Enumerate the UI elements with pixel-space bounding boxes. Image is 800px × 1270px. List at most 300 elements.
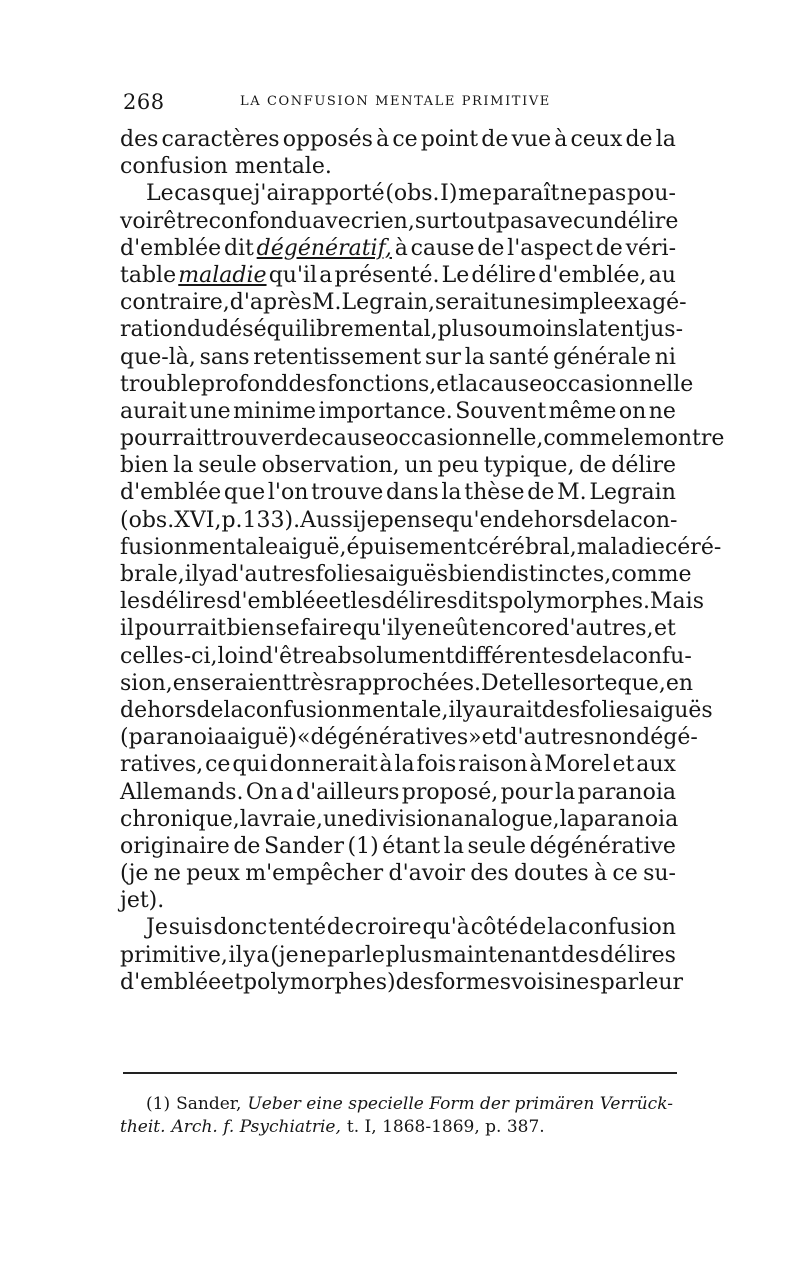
- text-line: [120, 153, 676, 180]
- word: de: [519, 915, 547, 941]
- word: (je: [270, 942, 299, 968]
- word: présenté.: [334, 262, 440, 288]
- text-line: [120, 615, 676, 642]
- word: de: [233, 833, 261, 859]
- word: M.: [311, 290, 342, 316]
- word: dehors: [506, 507, 584, 533]
- word: être: [163, 208, 209, 234]
- word: des: [395, 969, 435, 995]
- word: suis: [168, 915, 213, 941]
- word: une: [323, 806, 365, 832]
- word: ce: [392, 127, 418, 152]
- word: non: [594, 725, 637, 751]
- word: dégé-: [636, 725, 698, 751]
- word: moins: [511, 317, 579, 343]
- word: primitive,: [120, 942, 228, 968]
- word: a: [280, 779, 294, 805]
- word: d'autres,: [555, 616, 654, 642]
- word: d'emblée: [120, 969, 222, 995]
- word: donc: [213, 915, 268, 941]
- word: la: [610, 507, 631, 533]
- footnote: [120, 1093, 676, 1139]
- word: un: [404, 453, 433, 479]
- word: ce: [612, 861, 638, 887]
- word: brale,: [120, 562, 185, 587]
- word: la: [464, 344, 485, 370]
- text-line: [120, 371, 694, 398]
- word: ne: [648, 398, 676, 424]
- word: ce: [205, 752, 231, 778]
- word: des: [288, 371, 327, 397]
- word: rien,: [363, 208, 415, 234]
- word: cause: [478, 371, 543, 397]
- word: Aussi: [300, 507, 360, 533]
- word: pas: [495, 208, 535, 234]
- word: aiguë,: [278, 534, 347, 560]
- text-line: [120, 180, 676, 207]
- word: à: [554, 127, 568, 152]
- word: d'autres: [224, 562, 316, 587]
- word: de: [575, 643, 603, 669]
- word: celles-ci,: [120, 643, 218, 669]
- word: sur: [425, 344, 461, 370]
- word: seule: [467, 833, 527, 859]
- text-line: [120, 479, 676, 506]
- word: à: [529, 752, 543, 778]
- text-line: [120, 561, 692, 588]
- running-title: LA CONFUSION MENTALE PRIMITIVE: [240, 94, 551, 109]
- word: Mais: [650, 589, 704, 615]
- word: du: [186, 317, 216, 343]
- word: bien: [448, 562, 497, 587]
- word: des: [560, 942, 600, 968]
- word: santé: [488, 344, 550, 370]
- footnote-rule: [123, 1072, 677, 1074]
- word: aux: [636, 752, 676, 778]
- word: qui: [232, 752, 268, 778]
- word: de: [294, 426, 322, 452]
- word: de: [595, 235, 623, 261]
- text-line: [120, 316, 684, 343]
- word: (paranoia: [120, 725, 227, 751]
- word: donnerait: [269, 752, 378, 778]
- text-line: [120, 969, 684, 996]
- word: typique,: [483, 453, 575, 479]
- word: la: [239, 806, 260, 832]
- footnote-marker: (1): [146, 1094, 171, 1114]
- word: polymorphes): [243, 969, 396, 995]
- word: aiguës: [375, 562, 448, 587]
- word: formes: [434, 969, 512, 995]
- word: plus: [437, 317, 485, 343]
- word: ni: [654, 344, 676, 370]
- word: rapprochées.: [334, 670, 481, 696]
- word: que: [211, 181, 253, 207]
- word: confusion: [120, 154, 228, 180]
- word: fois: [416, 752, 457, 778]
- word: vue: [511, 127, 552, 152]
- word: différentes: [454, 643, 576, 669]
- text-line: [120, 724, 698, 751]
- word: aurait: [474, 697, 542, 723]
- word: il: [448, 697, 463, 723]
- word: On: [245, 779, 279, 805]
- word: dégénératives: [310, 725, 469, 751]
- word: (obs.: [385, 181, 440, 207]
- word: avec: [534, 208, 586, 234]
- word: polymorphes.: [499, 589, 651, 615]
- word: trouble: [120, 371, 201, 397]
- word: observation,: [261, 453, 400, 479]
- word: d'ailleurs: [296, 779, 400, 805]
- word: en: [414, 616, 442, 642]
- word: d'emblée: [227, 589, 329, 615]
- word: qu'à: [422, 915, 470, 941]
- word: (obs.: [120, 507, 175, 533]
- word: M.: [557, 480, 587, 506]
- word: dégénérative: [529, 833, 676, 859]
- word: dans: [386, 480, 439, 506]
- word: en: [172, 670, 200, 696]
- word: confondu: [208, 208, 313, 234]
- word: me: [458, 181, 492, 207]
- word: qu'il: [352, 616, 401, 642]
- word: y: [243, 942, 256, 968]
- text-line: [120, 208, 679, 235]
- word: peu: [437, 453, 479, 479]
- word: Legrain,: [341, 290, 436, 316]
- word: paranoia: [579, 806, 679, 832]
- word: ratives,: [120, 752, 204, 778]
- page-number: 268: [123, 90, 165, 114]
- word: jus-: [643, 317, 684, 343]
- word: véri-: [625, 235, 676, 261]
- word: raison: [458, 752, 528, 778]
- word: chronique,: [120, 806, 240, 832]
- word: ou: [484, 317, 512, 343]
- word: pou-: [626, 181, 676, 207]
- word: maladie: [178, 262, 267, 288]
- word: bien: [120, 453, 169, 479]
- word: occasionnelle: [542, 371, 694, 397]
- word: thèse: [464, 480, 525, 506]
- word: le: [623, 426, 644, 452]
- word: a: [256, 942, 270, 968]
- word: de: [583, 507, 611, 533]
- footnote-author: Sander,: [176, 1094, 242, 1114]
- word: pour: [500, 779, 553, 805]
- footnote-title: Ueber eine specielle Form der primären Verrück-: [247, 1094, 673, 1114]
- word: une: [498, 290, 541, 316]
- word: un: [585, 208, 614, 234]
- word: à: [379, 752, 393, 778]
- word: au: [648, 262, 676, 288]
- word: des: [470, 861, 509, 887]
- word: la: [443, 833, 464, 859]
- text-line: [120, 507, 676, 534]
- word: exagé-: [613, 290, 687, 316]
- word: pense: [379, 507, 446, 533]
- word: ration: [120, 317, 187, 343]
- word: ne: [153, 861, 181, 887]
- word: et: [481, 725, 504, 751]
- word: sorte: [560, 670, 618, 696]
- text-line: [120, 806, 679, 833]
- text-line: [120, 751, 676, 778]
- word: étant: [382, 833, 441, 859]
- word: des: [120, 127, 159, 152]
- word: Je: [146, 915, 168, 941]
- text-line: [120, 697, 713, 724]
- footnote-title-end: theit.: [120, 1117, 166, 1137]
- word: a: [211, 562, 225, 587]
- word: d'autres: [503, 725, 595, 751]
- word: même: [548, 398, 617, 424]
- word: la: [173, 453, 194, 479]
- word: en: [665, 670, 694, 696]
- word: de: [527, 480, 555, 506]
- word: dit: [223, 235, 254, 261]
- word: qu'il: [268, 262, 318, 288]
- word: qu'en: [445, 507, 507, 533]
- word: l'on: [267, 480, 309, 506]
- word: trouve: [311, 480, 384, 506]
- word: point: [420, 127, 479, 152]
- text-line: [120, 860, 676, 887]
- word: mentale.: [234, 154, 332, 180]
- word: cause: [321, 426, 386, 452]
- text-line: [120, 289, 687, 316]
- word: table: [120, 262, 177, 288]
- word: d'emblée: [120, 480, 222, 506]
- word: de: [326, 915, 355, 941]
- word: et: [436, 371, 459, 397]
- word: »: [468, 725, 482, 751]
- word: d'emblée: [120, 235, 222, 261]
- word: fonctions,: [326, 371, 437, 397]
- word: sans: [199, 344, 250, 370]
- word: 133).: [242, 507, 301, 533]
- word: distinctes,comme: [496, 562, 692, 587]
- word: y: [198, 562, 212, 587]
- word: analogue,: [450, 806, 560, 832]
- word: Allemands.: [120, 779, 244, 805]
- word: «: [297, 725, 311, 751]
- text-line: [120, 452, 676, 479]
- word: contraire,: [120, 290, 230, 316]
- word: dits: [457, 589, 500, 615]
- text-line: [120, 126, 676, 153]
- word: dégénératif,: [256, 235, 392, 261]
- word: à: [376, 127, 390, 152]
- word: d'emblée,: [538, 262, 647, 288]
- word: pas: [587, 181, 627, 207]
- text-line: [120, 344, 676, 371]
- word: très: [290, 670, 335, 696]
- word: Le: [441, 262, 470, 288]
- word: leur: [638, 969, 684, 995]
- word: rapporté: [287, 181, 385, 207]
- word: d'être: [259, 643, 325, 669]
- word: parle: [327, 942, 385, 968]
- word: voir: [120, 208, 164, 234]
- word: côté: [470, 915, 519, 941]
- text-line: [120, 914, 676, 941]
- word: confusion: [568, 915, 676, 941]
- word: p.: [221, 507, 243, 533]
- word: faire: [300, 616, 353, 642]
- word: déséquilibre: [215, 317, 354, 343]
- word: cause: [410, 235, 475, 261]
- word: trouver: [211, 426, 295, 452]
- word: une: [189, 398, 231, 424]
- word: il: [120, 616, 135, 642]
- word: la: [602, 643, 623, 669]
- word: délire: [613, 208, 679, 234]
- word: confu-: [622, 643, 692, 669]
- word: latent: [578, 317, 644, 343]
- word: des: [541, 697, 581, 723]
- word: m'empêcher: [245, 861, 384, 887]
- word: délire: [611, 453, 676, 479]
- word: il: [228, 942, 243, 968]
- word: d'avoir: [388, 861, 465, 887]
- word: paranoia: [577, 779, 676, 805]
- word: avec: [312, 208, 364, 234]
- word: I): [440, 181, 458, 207]
- word: croire: [354, 915, 422, 941]
- word: jet).: [120, 888, 165, 914]
- word: folies: [580, 697, 640, 723]
- word: à: [394, 235, 408, 261]
- word: de: [481, 127, 509, 152]
- word: mentale,: [351, 697, 449, 723]
- word: se: [275, 616, 300, 642]
- word: caractères: [161, 127, 280, 152]
- word: y: [401, 616, 414, 642]
- word: vraie,: [259, 806, 324, 832]
- word: délire: [471, 262, 537, 288]
- word: De: [481, 670, 512, 696]
- word: peux: [186, 861, 240, 887]
- word: comme: [543, 426, 624, 452]
- word: les: [120, 589, 152, 615]
- word: retentissement: [253, 344, 422, 370]
- word: su-: [643, 861, 676, 887]
- body-text: [120, 126, 725, 996]
- word: pourrait: [120, 426, 212, 452]
- word: maladie: [576, 534, 665, 560]
- word: montre: [643, 426, 725, 452]
- word: de: [625, 127, 653, 152]
- word: plus: [385, 942, 433, 968]
- word: folies: [315, 562, 376, 587]
- text-line: [120, 398, 676, 425]
- word: aiguës: [639, 697, 713, 723]
- word: la: [441, 480, 462, 506]
- word: originaire: [120, 833, 230, 859]
- text-line: [120, 262, 676, 289]
- word: l'aspect: [507, 235, 593, 261]
- footnote-line-2: [120, 1116, 676, 1139]
- word: fusion: [120, 534, 189, 560]
- word: loin: [217, 643, 260, 669]
- word: aiguë): [226, 725, 297, 751]
- text-line: [120, 833, 676, 860]
- word: ne: [559, 181, 588, 207]
- word: céré-: [664, 534, 722, 560]
- word: cérébral,: [476, 534, 577, 560]
- word: confusion: [243, 697, 352, 723]
- word: con-: [630, 507, 678, 533]
- word: bien: [226, 616, 275, 642]
- word: les: [350, 589, 382, 615]
- word: encore: [478, 616, 555, 642]
- word: la: [559, 806, 580, 832]
- word: tenté: [268, 915, 327, 941]
- text-line: [120, 235, 676, 262]
- word: il: [184, 562, 199, 587]
- word: délires: [151, 589, 228, 615]
- word: pourrait: [134, 616, 227, 642]
- word: ceux: [570, 127, 623, 152]
- text-line: [120, 942, 676, 969]
- word: générale: [552, 344, 651, 370]
- word: aurait: [120, 398, 187, 424]
- word: simple: [540, 290, 614, 316]
- word: à: [593, 861, 608, 887]
- word: par: [600, 969, 639, 995]
- word: et: [654, 616, 676, 642]
- word: et: [612, 752, 635, 778]
- word: on: [618, 398, 647, 424]
- word: la: [655, 127, 676, 152]
- word: (1): [347, 833, 379, 859]
- word: opposés: [282, 127, 373, 152]
- word: maintenant: [432, 942, 561, 968]
- footnote-line-1: [120, 1093, 676, 1116]
- text-line: [120, 425, 725, 452]
- word: j'ai: [253, 181, 287, 207]
- word: y: [462, 697, 475, 723]
- word: surtout: [414, 208, 496, 234]
- word: et: [328, 589, 351, 615]
- word: d'après: [229, 290, 312, 316]
- word: la: [223, 697, 244, 723]
- word: de: [196, 697, 224, 723]
- word: eût: [442, 616, 479, 642]
- word: mental,: [353, 317, 438, 343]
- word: la: [547, 915, 568, 941]
- word: dehors: [120, 697, 197, 723]
- word: minime: [233, 398, 317, 424]
- word: a: [319, 262, 333, 288]
- word: telle: [511, 670, 561, 696]
- word: que: [223, 480, 266, 506]
- word: que,: [617, 670, 666, 696]
- word: doutes: [514, 861, 589, 887]
- word: sion,: [120, 670, 173, 696]
- word: mentale: [188, 534, 279, 560]
- word: que-là,: [120, 344, 196, 370]
- word: et: [221, 969, 244, 995]
- word: XVI,: [174, 507, 222, 533]
- word: de: [579, 453, 607, 479]
- word: Legrain: [589, 480, 676, 506]
- word: ne: [299, 942, 327, 968]
- text-line: [120, 643, 692, 670]
- word: Morel: [544, 752, 611, 778]
